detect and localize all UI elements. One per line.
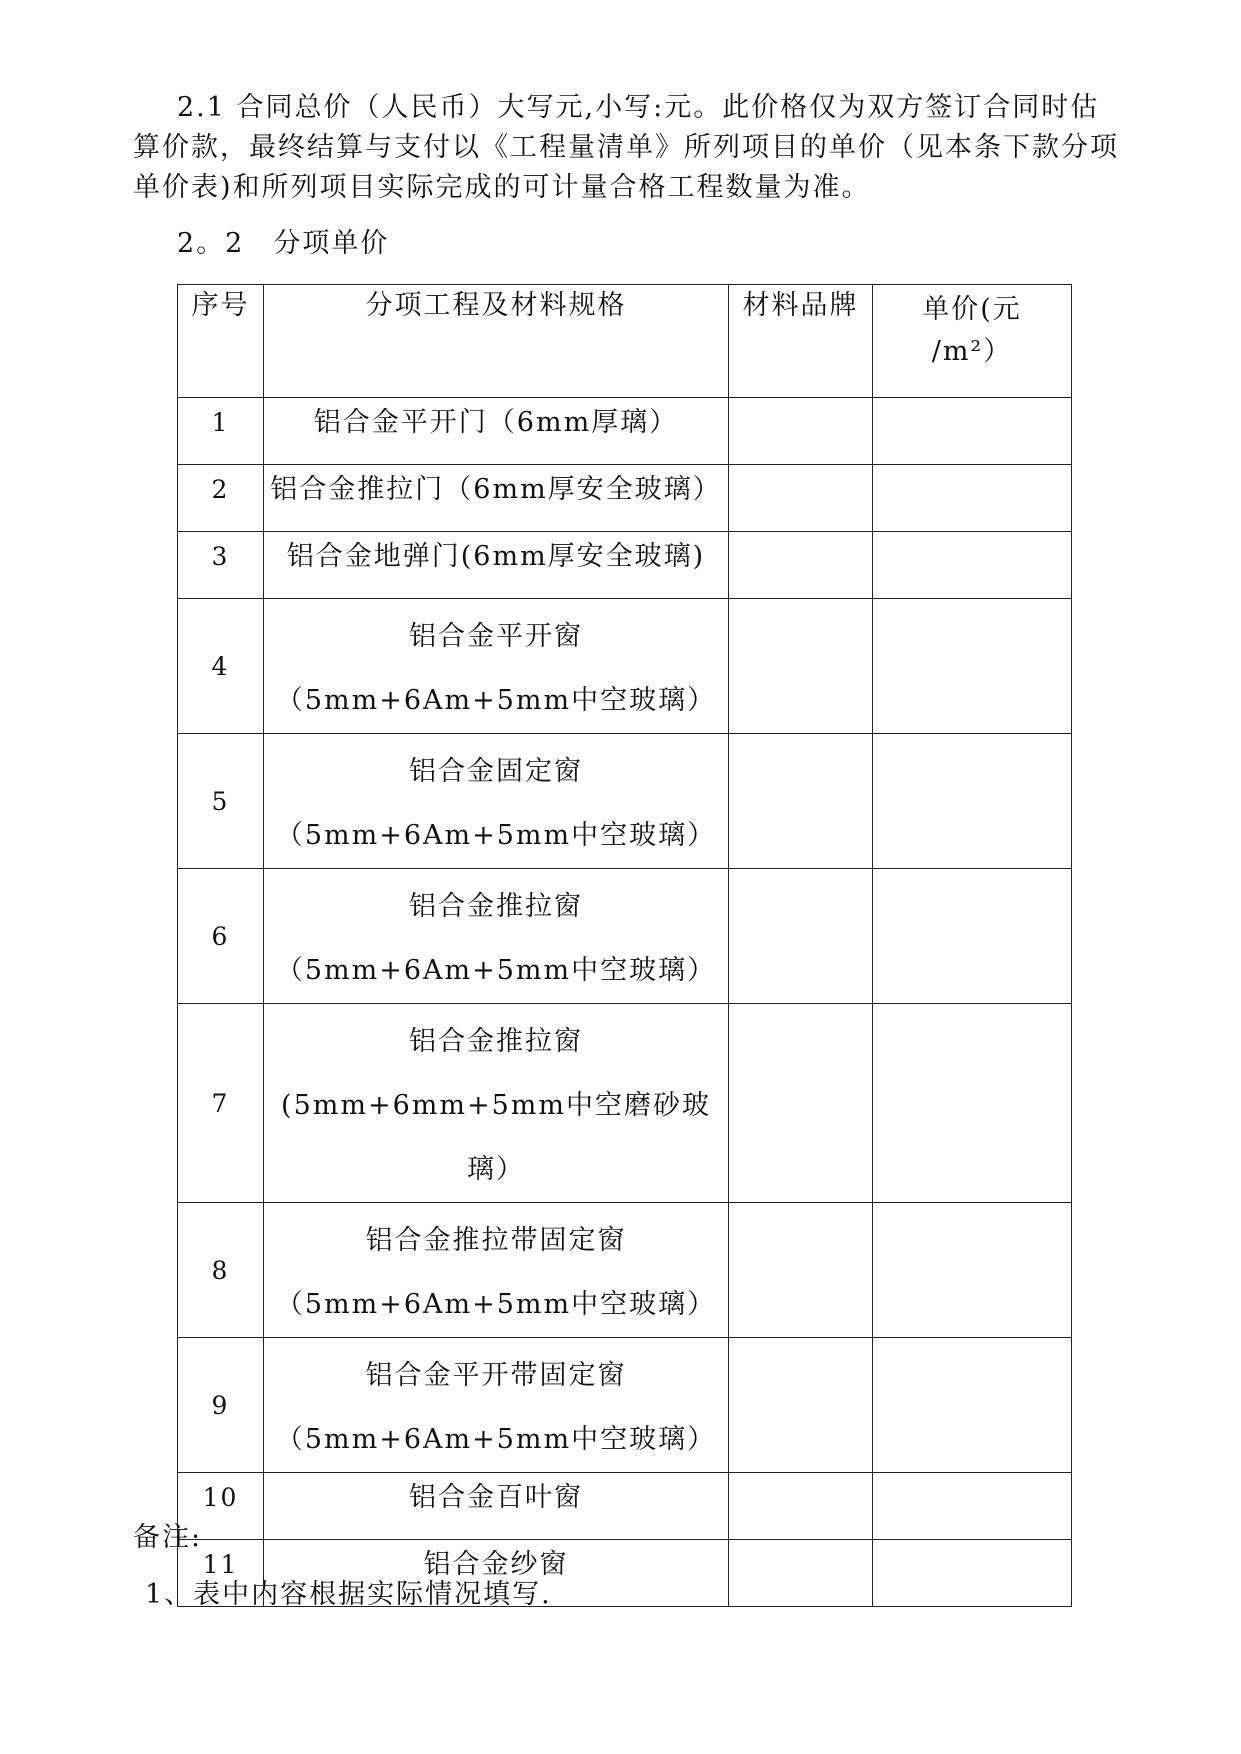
table-row	[178, 1473, 1072, 1540]
table-row	[178, 1004, 1072, 1203]
row-brand-cell	[729, 1473, 873, 1540]
table-header-row	[178, 285, 1072, 398]
header-unit-price-line1: 单价(元	[922, 294, 1022, 325]
row-seq: 7	[178, 1004, 264, 1203]
row-seq: 9	[178, 1338, 264, 1473]
row-seq: 10	[178, 1473, 264, 1540]
row-seq: 2	[178, 465, 264, 532]
row-item: 铝合金平开窗 （5mm+6Am+5mm中空玻璃）	[264, 599, 729, 734]
row-brand-cell	[729, 1540, 873, 1607]
row-seq: 8	[178, 1203, 264, 1338]
row-brand-cell	[729, 532, 873, 599]
row-price-cell	[873, 1203, 1072, 1338]
row-seq: 3	[178, 532, 264, 599]
row-brand-cell	[729, 599, 873, 734]
table-row	[178, 1203, 1072, 1338]
row-seq: 1	[178, 398, 264, 465]
header-brand: 材料品牌	[729, 285, 873, 398]
table-row	[178, 465, 1072, 532]
row-price-cell	[873, 465, 1072, 532]
row-item: 铝合金地弹门(6mm厚安全玻璃)	[264, 532, 729, 599]
header-unit-price-line2: /m²）	[931, 336, 1013, 367]
row-brand-cell	[729, 734, 873, 869]
row-item: 铝合金推拉窗 （5mm+6Am+5mm中空玻璃）	[264, 869, 729, 1004]
row-item: 铝合金固定窗 （5mm+6Am+5mm中空玻璃）	[264, 734, 729, 869]
header-item: 分项工程及材料规格	[264, 285, 729, 398]
table-row	[178, 1338, 1072, 1473]
row-brand-cell	[729, 465, 873, 532]
table-row	[178, 869, 1072, 1004]
notes-title: 备注:	[133, 1522, 203, 1553]
row-item: 铝合金平开带固定窗 （5mm+6Am+5mm中空玻璃）	[264, 1338, 729, 1473]
row-item: 铝合金纱窗	[264, 1540, 729, 1607]
table-row	[178, 398, 1072, 465]
row-item: 铝合金推拉门（6mm厚安全玻璃）	[264, 465, 729, 532]
row-brand-cell	[729, 398, 873, 465]
row-price-cell	[873, 1473, 1072, 1540]
row-price-cell	[873, 734, 1072, 869]
row-price-cell	[873, 532, 1072, 599]
row-price-cell	[873, 1004, 1072, 1203]
row-price-cell	[873, 599, 1072, 734]
row-seq: 11	[178, 1540, 264, 1607]
row-item: 铝合金百叶窗	[264, 1473, 729, 1540]
unit-price-table	[177, 284, 1072, 1607]
row-item: 铝合金推拉带固定窗 （5mm+6Am+5mm中空玻璃）	[264, 1203, 729, 1338]
row-brand-cell	[729, 1004, 873, 1203]
row-item: 铝合金平开门（6mm厚璃）	[264, 398, 729, 465]
row-seq: 4	[178, 599, 264, 734]
row-price-cell	[873, 869, 1072, 1004]
table-row	[178, 532, 1072, 599]
table-row	[178, 599, 1072, 734]
row-item: 铝合金推拉窗 (5mm+6mm+5mm中空磨砂玻璃）	[264, 1004, 729, 1203]
row-price-cell	[873, 1338, 1072, 1473]
header-seq: 序号	[178, 285, 264, 398]
section-heading-unit-price: 2。2 分项单价	[177, 228, 390, 259]
table-row	[178, 734, 1072, 869]
row-brand-cell	[729, 869, 873, 1004]
header-unit-price	[873, 285, 1072, 398]
row-brand-cell	[729, 1338, 873, 1473]
notes-item-1: 1、表中内容根据实际情况填写.	[145, 1579, 552, 1610]
row-seq: 6	[178, 869, 264, 1004]
row-seq: 5	[178, 734, 264, 869]
row-price-cell	[873, 398, 1072, 465]
contract-total-price-paragraph: 2.1 合同总价（人民币）大写元,小写:元。此价格仅为双方签订合同时估算价款，最终结算与支付以《工程量清单》所列项目的单价（见本条下款分项单价表)和所列项目实际完成的可计量合格工程数量为准。	[133, 92, 1119, 203]
row-price-cell	[873, 1540, 1072, 1607]
row-brand-cell	[729, 1203, 873, 1338]
